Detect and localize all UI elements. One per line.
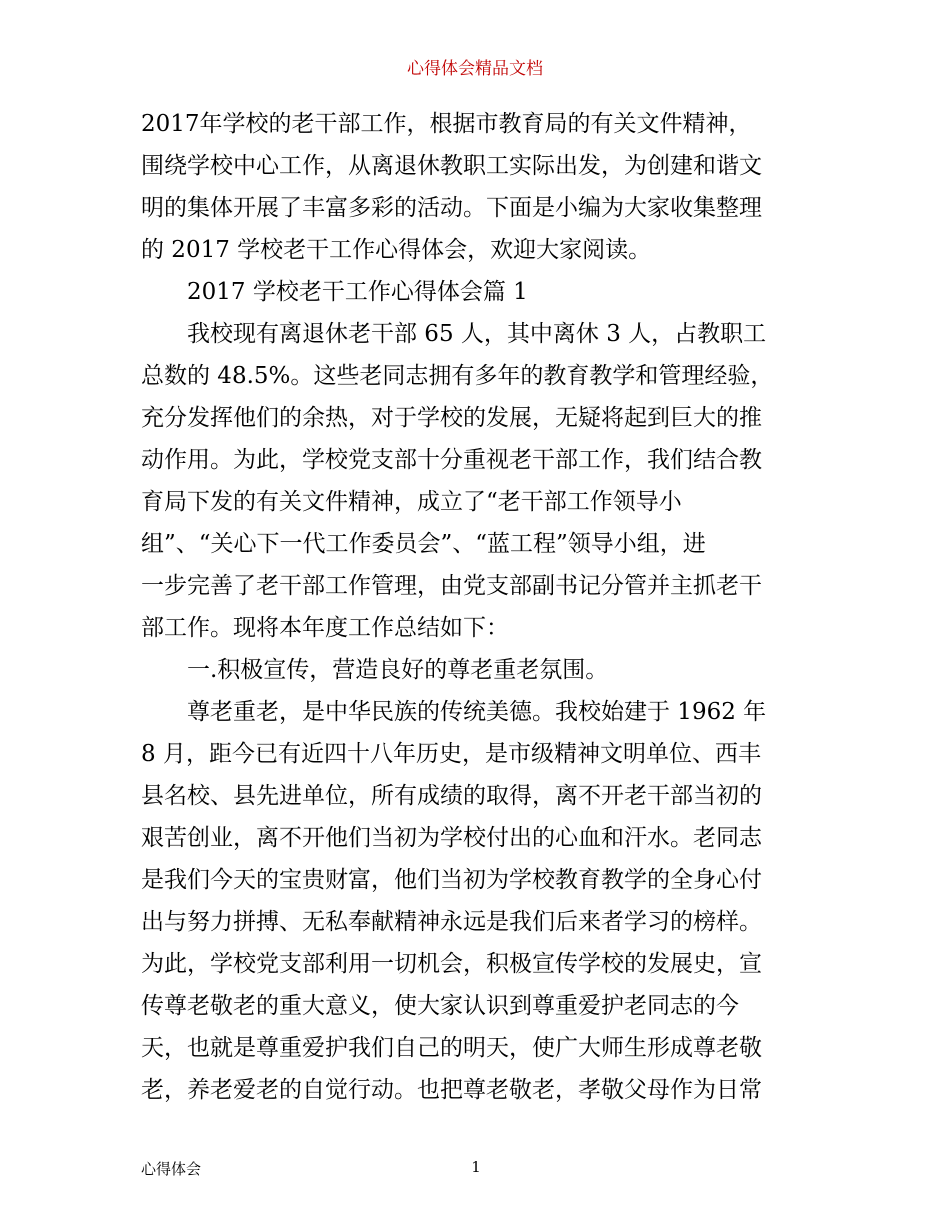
page-footer-label: 心得体会 xyxy=(141,1160,202,1178)
text-line: 为此，学校党支部利用一切机会，积极宣传学校的发展史，宣 xyxy=(141,951,762,977)
text-line: 艰苦创业，离不开他们当初为学校付出的心血和汗水。老同志 xyxy=(141,825,762,851)
text-line: 充分发挥他们的余热，对于学校的发展，无疑将起到巨大的推 xyxy=(141,405,762,431)
text-line: 2017 学校老干工作心得体会篇 1 xyxy=(187,279,528,305)
text-line: 一步完善了老干部工作管理，由党支部副书记分管并主抓老干 xyxy=(141,573,762,599)
text-line: 的 2017 学校老干工作心得体会，欢迎大家阅读。 xyxy=(141,237,652,263)
text-line: 围绕学校中心工作，从离退休教职工实际出发，为创建和谐文 xyxy=(141,153,762,179)
text-line: 老，养老爱老的自觉行动。也把尊老敬老，孝敬父母作为日常 xyxy=(141,1077,762,1103)
text-line: 2017年学校的老干部工作，根据市教育局的有关文件精神， xyxy=(141,111,752,137)
text-line: 出与努力拼搏、无私奉献精神永远是我们后来者学习的榜样。 xyxy=(141,909,762,935)
text-line: 尊老重老，是中华民族的传统美德。我校始建于 1962 年 xyxy=(187,699,767,725)
text-line: 一.积极宣传，营造良好的尊老重老氛围。 xyxy=(187,657,609,683)
text-line: 8 月，距今已有近四十八年历史，是市级精神文明单位、西丰 xyxy=(141,741,761,767)
text-line: 总数的 48.5%。这些老同志拥有多年的教育教学和管理经验， xyxy=(141,363,774,389)
page-number: 1 xyxy=(471,1158,481,1176)
text-line: 传尊老敬老的重大意义，使大家认识到尊重爱护老同志的今 xyxy=(141,993,739,1019)
document-body xyxy=(141,103,813,1111)
text-line: 天，也就是尊重爱护我们自己的明天，使广大师生形成尊老敬 xyxy=(141,1035,762,1061)
text-line: 我校现有离退休老干部 65 人，其中离休 3 人，占教职工 xyxy=(187,321,767,347)
text-line: 育局下发的有关文件精神，成立了“老干部工作领导小 xyxy=(141,489,682,515)
text-line: 明的集体开展了丰富多彩的活动。下面是小编为大家收集整理 xyxy=(141,195,762,221)
text-line: 动作用。为此，学校党支部十分重视老干部工作，我们结合教 xyxy=(141,447,762,473)
text-line: 部工作。现将本年度工作总结如下： xyxy=(141,615,509,641)
page-header-title: 心得体会精品文档 xyxy=(407,59,543,79)
text-line: 组”、“关心下一代工作委员会”、“蓝工程”领导小组，进 xyxy=(141,531,706,557)
text-line: 县名校、县先进单位，所有成绩的取得，离不开老干部当初的 xyxy=(141,783,762,809)
text-line: 是我们今天的宝贵财富，他们当初为学校教育教学的全身心付 xyxy=(141,867,762,893)
